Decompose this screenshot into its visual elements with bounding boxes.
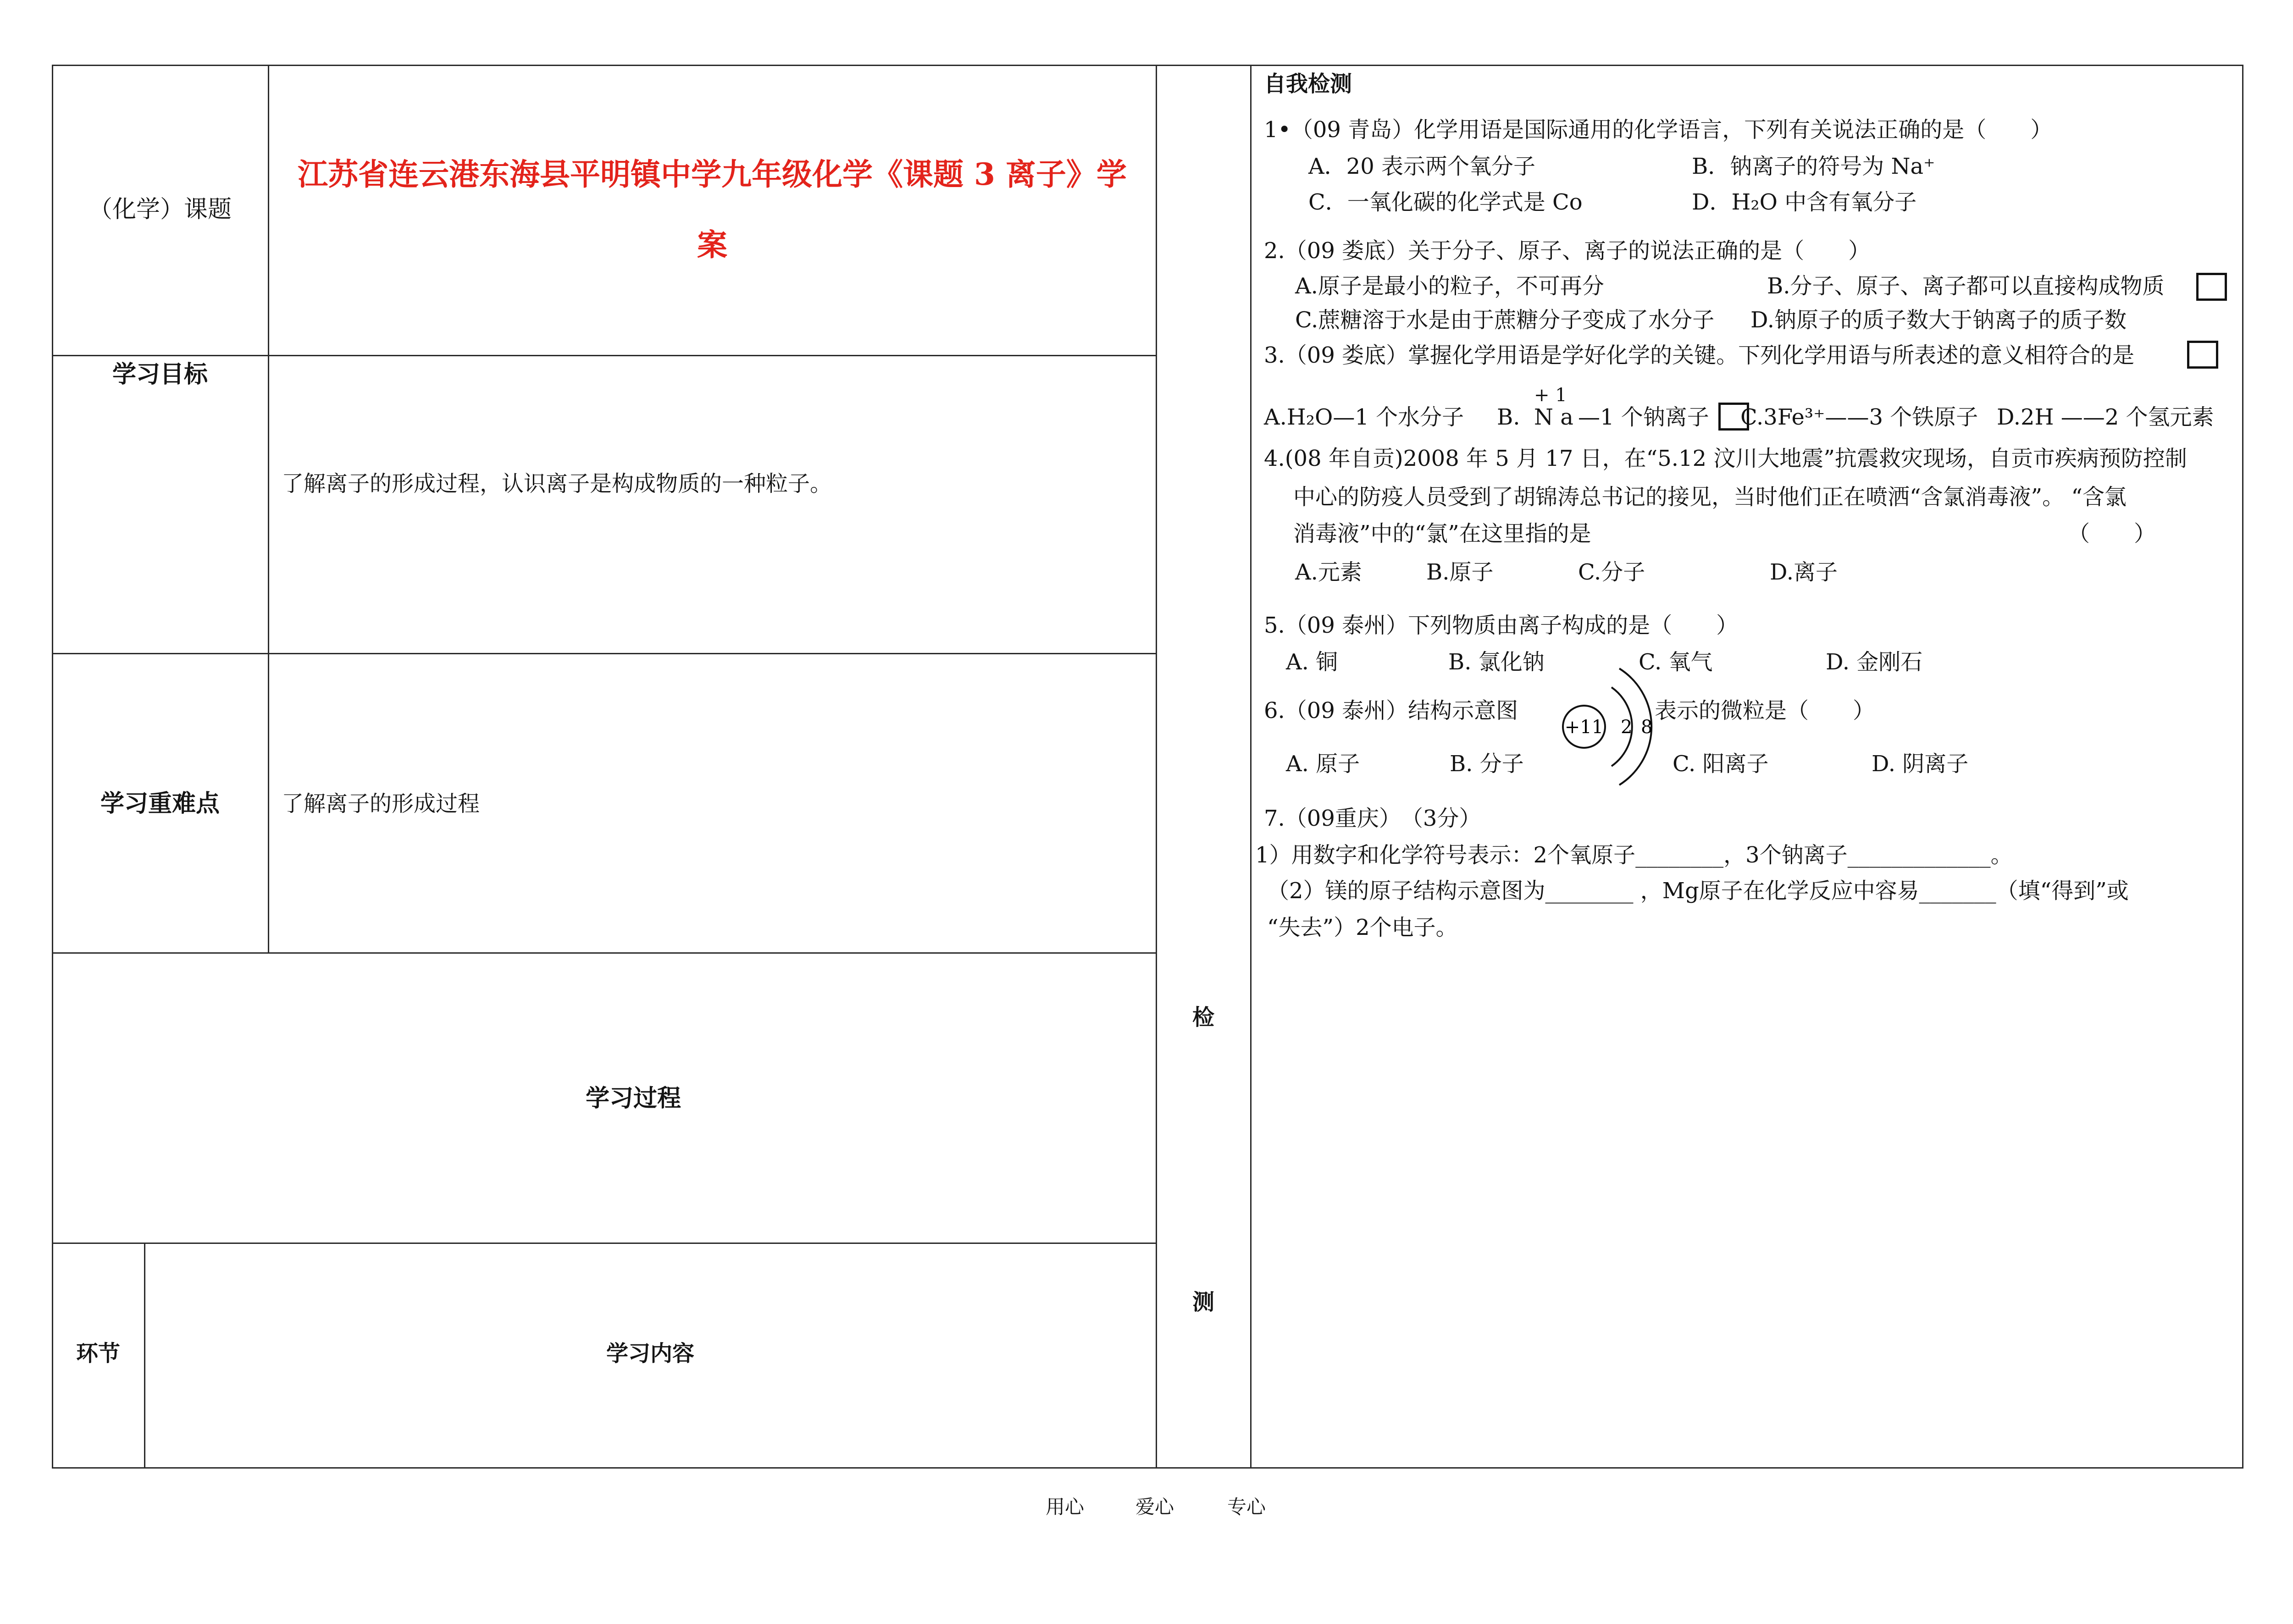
table-row-rule-3 [52,952,1156,954]
q3-option-c: C.3Fe³⁺——3 个铁原子 [1740,404,1978,430]
q3-option-b-valence: + 1 [1534,385,1567,406]
q1-option-a: A．20 表示两个氧分子 [1308,154,1536,179]
objectives-label: 学习目标 [112,360,208,388]
electron-shell-2-count: 8 [1641,717,1653,738]
q4-option-a: A.元素 [1295,559,1362,585]
subject-label: （化学）课题 [88,196,232,223]
q3-inline-box [1718,403,1749,431]
q1-option-d: D．H₂O 中含有氧分子 [1692,189,1917,215]
q6-option-b: B. 分子 [1450,751,1524,777]
q3-answer-box [2187,341,2218,369]
side-label-char-1: 检 [1192,1005,1214,1030]
self-test-heading: 自我检测 [1264,71,1352,97]
objectives-text: 了解离子的形成过程，认识离子是构成物质的一种粒子。 [282,471,832,497]
q2-answer-box [2196,273,2227,301]
q6-option-d: D. 阴离子 [1872,751,1969,777]
q3-option-a: A.H₂O—1 个水分子 [1264,404,1464,430]
footer-item-3: 专心 [1227,1496,1266,1518]
page-title-line-2: 案 [697,227,727,263]
table-row-rule-1 [52,355,1156,356]
q2-option-a: A.原子是最小的粒子，不可再分 [1295,273,1604,299]
q1-option-b: B．钠离子的符号为 Na⁺ [1692,154,1935,179]
q3-option-d: D.2H ——2 个氢元素 [1997,404,2214,430]
q1-option-c: C．一氧化碳的化学式是 Co [1308,189,1583,215]
table-row-rule-2 [52,653,1156,654]
q4-stem-line-1: 4.(08 年自贡)2008 年 5 月 17 日，在“5.12 汶川大地震”抗震救灾现场，自贡市疾病预防控制 [1264,446,2187,471]
q6-option-c: C. 阳离子 [1673,751,1769,777]
q5-option-d: D. 金刚石 [1826,649,1923,675]
q7-stem: 7.（09重庆） （3分） [1264,806,1481,831]
q3-option-b-meaning: —1 个钠离子 [1578,404,1709,430]
q2-option-b: B.分子、原子、离子都可以直接构成物质 [1767,273,2165,299]
q5-option-a: A. 铜 [1286,649,1338,675]
q5-option-c: C. 氧气 [1639,649,1713,675]
q7-line-2: （2）镁的原子结构示意图为________ ，Mg原子在化学反应中容易_______（填“得到”或 [1267,878,2129,904]
q4-stem-line-3: 消毒液”中的“氯”在这里指的是 [1293,521,1591,547]
q4-answer-paren: （ ） [2068,521,2156,547]
sodium-ion-structure-diagram [1550,660,1669,793]
q5-option-b: B. 氯化钠 [1448,649,1545,675]
table-column-rule-side [1250,65,1252,1469]
footer-item-2: 爱心 [1135,1496,1174,1518]
q3-stem: 3.（09 娄底）掌握化学用语是学好化学的关键。下列化学用语与所表述的意义相符合的是 [1264,342,2135,368]
q7-line-3: “失去”）2个电子。 [1267,915,1458,940]
q4-stem-line-2: 中心的防疫人员受到了胡锦涛总书记的接见，当时他们正在喷洒“含氯消毒液”。 “含氯 [1293,484,2127,510]
key-points-label: 学习重难点 [100,790,220,818]
q2-stem: 2.（09 娄底）关于分子、原子、离子的说法正确的是（ ） [1264,238,1871,264]
q6-stem-suffix: 表示的微粒是（ ） [1655,698,1875,724]
q2-option-c: C.蔗糖溶于水是由于蔗糖分子变成了水分子 [1295,307,1715,333]
q3-option-b-symbol: N a [1534,404,1573,430]
q6-option-a: A. 原子 [1286,751,1360,777]
footer-item-1: 用心 [1046,1496,1085,1518]
page-title-line-1: 江苏省连云港东海县平明镇中学九年级化学《课题 3 离子》学 [298,156,1127,192]
q4-option-b: B.原子 [1426,559,1494,585]
content-column-label: 学习内容 [606,1341,694,1366]
section-column-label: 环节 [76,1341,120,1366]
q3-option-b-label: B. [1497,404,1520,430]
q7-line-1: 1）用数字和化学符号表示：2个氧原子________，3个钠离子_____________。 [1255,842,2013,868]
q4-option-d: D.离子 [1770,559,1838,585]
key-points-text: 了解离子的形成过程 [282,791,480,817]
q4-option-c: C.分子 [1578,559,1645,585]
nucleus-charge: +11 [1564,717,1604,738]
table-row-rule-4 [52,1243,1156,1244]
q5-stem: 5.（09 泰州）下列物质由离子构成的是（ ） [1264,613,1739,638]
q6-stem-prefix: 6.（09 泰州）结构示意图 [1264,698,1518,724]
side-label-char-2: 测 [1192,1289,1214,1315]
q2-option-d: D.钠原子的质子数大于钠离子的质子数 [1750,307,2127,333]
process-label: 学习过程 [586,1084,681,1112]
electron-shell-1-count: 2 [1621,717,1633,738]
q1-stem: 1•（09 青岛）化学用语是国际通用的化学语言，下列有关说法正确的是（ ） [1264,117,2053,143]
